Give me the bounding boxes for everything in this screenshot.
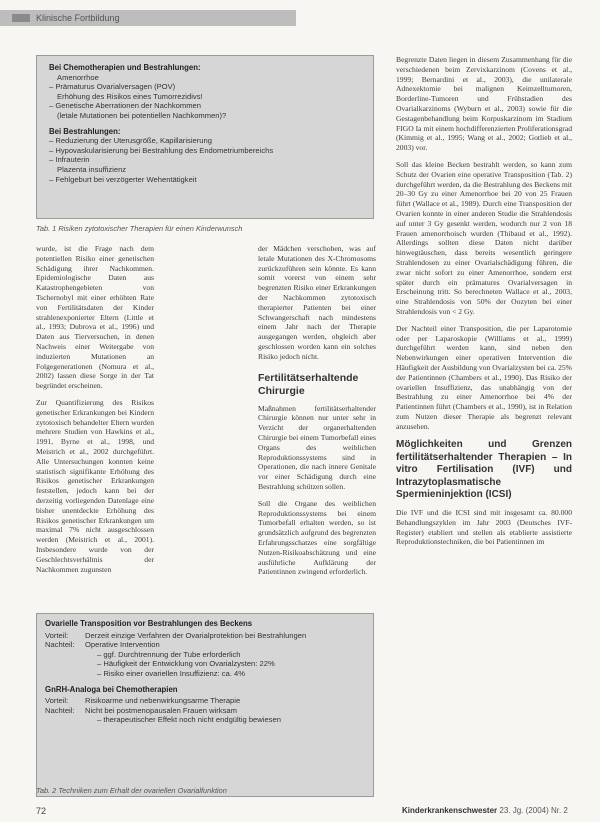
table2-section1-title: Ovarielle Transposition vor Bestrahlungen des Beckens <box>45 619 253 628</box>
body-paragraph: Die IVF und die ICSI sind mit insgesamt ca. 80.000 Behandlungszyklen im Jahr 2003 (Deutsches IVF-Register) etabliert und stellen als etablierte assistierte Reproduktionstechniken, die bei Patientinnen im <box>396 507 572 547</box>
nachteil-sub: – ggf. Durchtrennung der Tube erforderlich <box>97 649 241 659</box>
table2-box <box>36 613 374 797</box>
body-paragraph: der Mädchen verschoben, was auf letale Mutationen des X-Chromosoms zurückzuführen sein könnte. Es kann somit vorerst von einem sehr begrenzten Risiko einer Erkrankungen der Nachkommen zytotoxisch therapierter Patienten bei einer Schwangerschaft nach mindestens einem Jahr nach der Therapie ausgegangen werden, obgleich aber geschlossen worden kann ein solches Risiko jedoch nicht. <box>258 244 376 361</box>
table1-chemo-item: – Genetische Aberrationen der Nachkommen <box>49 101 201 111</box>
journal-name: Kinderkrankenschwester <box>402 806 498 815</box>
table1-chemo-item: Amenorrhoe <box>57 72 99 82</box>
table2-row <box>45 706 365 716</box>
vorteil-value: Derzeit einzige Verfahren der Ovarialprotektion bei Bestrahlungen <box>85 630 307 640</box>
body-paragraph: Der Nachteil einer Transposition, die per Laparotomie oder per Laparoskopie (Williams et al., 1999) durchgeführt werden kann, sind neben den Nebenwirkungen einer operativen Intervention die Häufigkeit der Ausbildung von Ovarialzysten bei ca. 25% der Patientinnen (Chambers et al., 1990). Das Risiko der ovariellen Insuffizienz, das unabhängig von der Bestrahlung zu einer Amenorrhoe bei 4% der Patientinnen führt (Chambers et al., 1990), ist in Relation zum Nutzen dieser Therapie als begrenzt relevant anzusehen. <box>396 323 572 431</box>
nachteil-sub: – therapeutischer Effekt noch nicht endgültig bewiesen <box>97 715 281 725</box>
body-paragraph: Soll die Organe des weiblichen Reproduktionssystems bei einem Tumorbefall erhalten werden, so ist grundsätzlich aufgrund des begrenzten Erfahrungsschatzes eine sorgfältige Nutzen-Risikoabschätzung und eine ausführliche Aufklärung der Patientinnen zwingend erforderlich. <box>258 498 376 577</box>
body-paragraph: Zur Quantifizierung des Risikos genetischer Erkrankungen bei Kindern zytotoxisch behandelter Eltern wurden mehrere Studien von Hawkins et al., 1991, Byrne et al., 1998, und Meistrich et al., 2002 durchgeführt. Alle Untersuchungen konnten keine statistisch signifikante Erhöhung des Risikos genetischer Erkrankungen feststellen, jedoch kann bei der derzeitig vorliegenden Datenlage eine bisher unentdeckte Erhöhung des Risikos genetischer Erkrankungen um maximal 7% nicht ausgeschlossen werden (Meistrich et al., 2001). Insbesondere wurde von der Geschlechtsverhältnis der Nachkommen zugunsten <box>36 397 154 574</box>
body-paragraph: Maßnahmen fertilitätserhaltender Chirurgie können nur unter sehr in Verzicht der organerhaltenden Chirurgie bei einem Tumorbefall eines Organs des weiblichen Reproduktionssystems sind in Operationen, die nach innere Genitale vor einer Schädigung durch eine Bestrahlung schützen sollen. <box>258 403 376 491</box>
section-heading: Möglichkeiten und Grenzen fertilitätserhaltender Therapien – In vitro Fertilisation (IVF) und Intrazytoplasmatische Spermieninjektion (ICSI) <box>396 439 572 501</box>
left-column <box>36 244 154 606</box>
table2-row <box>45 631 365 641</box>
middle-column <box>258 244 376 606</box>
nachteil-sub: – Häufigkeit der Entwicklung von Ovarialzysten: 22% <box>97 659 275 669</box>
table1-chemo-item: (letale Mutationen bei potentiellen Nachkommen)? <box>57 110 227 120</box>
right-column <box>396 55 572 799</box>
journal-issue: 23. Jg. (2004) Nr. 2 <box>499 806 568 815</box>
running-head-text: Klinische Fortbildung <box>36 13 120 23</box>
table2-caption: Tab. 2 Techniken zum Erhalt der ovariellen Ovarialfunktion <box>36 786 227 795</box>
running-head <box>0 10 296 26</box>
table1-radio-title: Bei Bestrahlungen: <box>49 126 121 136</box>
body-paragraph: Soll das kleine Becken bestrahlt werden, so kann zum Schutz der Ovarien eine operative Transposition (Tab. 2) durchgeführt werden, da die Bestrahlung des Beckens mit 20–30 Gy zu einer Amenorrhoe bei 20 von 25 Frauen führt (Wallace et al., 1989). Durch eine Transposition der Ovarien konnte in einer anderen Studie die Strahlendosis auf unter 3 Gy gesenkt werden, wodurch nur 2 von 18 Frauen amenorrhoisch wurden (Thibaud et al., 1992). Allerdings sollten diese Daten nicht darüber hinwegtäuschen, dass bereits wesentlich geringere Strahlendosen zu einer Ovarialschädigung führen, die zwar nicht sofort zu einer Amenorrhoe, sondern erst später durch ein prämatures Ovarialversagen in Erscheinung tritt. So berechneten Wallace et al., 2003, eine Strahlendosis von 50% der Oozyten bei einer Strahlendosis von < 2 Gy. <box>396 159 572 316</box>
body-paragraph: Begrenzte Daten liegen in diesem Zusammenhang für die verschiedenen beim Zervixkarzinom (Covens et al., 1999; Bernardini et al., 2003), die unilaterale Adnexektomie bei malignen Keimzelltumoren, Borderline-Tumoren und Frühstadien des Ovarialkarzinoms (Wyburn et al., 2003) sowie für die Gestagenbehandlung beim Korpuskarzinom im Stadium FIGO Ia mit einem hochdifferenzierten Proliferationsgrad (Kimmig et al., 1995; Wang et al., 2002; Gotlieb et al., 2003) vor. <box>396 55 572 153</box>
running-head-mark <box>12 14 30 22</box>
nachteil-value: Nicht bei postmenopausalen Frauen wirksam <box>85 705 237 715</box>
page-number: 72 <box>36 806 47 816</box>
nachteil-sub: – Risiko einer ovariellen Insuffizienz: ca. 4% <box>97 668 246 678</box>
table2-row <box>45 696 365 706</box>
table1-chemo-item: Erhöhung des Risikos eines Tumorrezidivs! <box>57 91 203 101</box>
vorteil-label: Vorteil: <box>45 630 69 640</box>
table2-row <box>45 640 365 650</box>
table1-radio-item: – Infrauterin <box>49 155 90 165</box>
section-heading: Fertilitätserhaltende Chirurgie <box>258 371 359 397</box>
vorteil-label: Vorteil: <box>45 696 69 706</box>
table1-radio-item: – Fehlgeburt bei verzögerter Wehentätigkeit <box>49 174 197 184</box>
table1-box <box>36 55 374 219</box>
table2-section2-title: GnRH-Analoga bei Chemotherapien <box>45 684 178 694</box>
table1-chemo-item: – Prämaturus Ovarialversagen (POV) <box>49 82 176 92</box>
table1-caption: Tab. 1 Risiken zytotoxischer Therapien für einen Kinderwunsch <box>36 224 243 233</box>
table1-radio-item: – Hypovaskularisierung bei Bestrahlung des Endometriumbereichs <box>49 145 274 155</box>
table1-chemo-title: Bei Chemotherapien und Bestrahlungen: <box>49 63 201 72</box>
nachteil-label: Nachteil: <box>45 705 75 715</box>
journal-footer <box>402 806 568 815</box>
table1-radio-item: – Reduzierung der Uterusgröße, Kapillarisierung <box>49 136 212 146</box>
table1-radio-item: Plazenta insuffizienz <box>57 164 127 174</box>
vorteil-value: Risikoarme und nebenwirkungsarme Therapie <box>85 696 241 706</box>
nachteil-label: Nachteil: <box>45 640 75 650</box>
nachteil-value: Operative Intervention <box>85 640 160 650</box>
body-paragraph: wurde, ist die Frage nach dem potentiellen Risiko einer genetischen Schädigung ihrer Nachkommen. Epidemiologische Daten aus Katastrophengebieten von Tschernobyl mit einer erhöhten Rate von Fertilitätsdaten der Kinder strahlenexponierter Eltern (Little et al., 1993; Dubrova et al., 1996) und Daten aus Tierversuchen, in denen Nachweis einer Weitergabe von induzierten Mutationen an Folgegenerationen (Nomura et al., 2002) lassen diese Sorge in der Tat begründet erscheinen. <box>36 244 154 391</box>
